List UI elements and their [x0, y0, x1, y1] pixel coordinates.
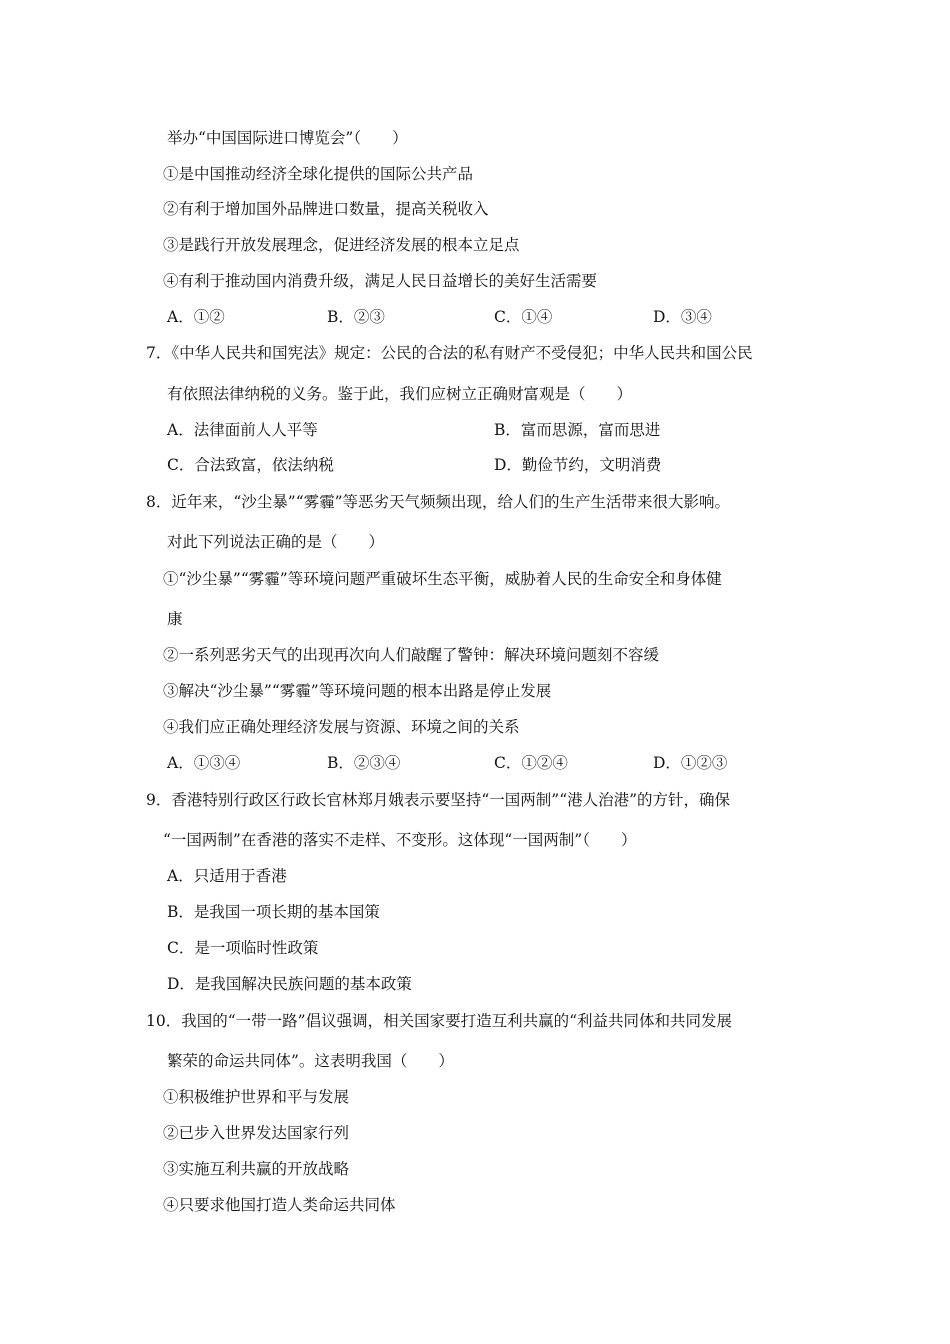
q7-stem-line-2: 有依照法律纳税的义务。鉴于此，我们应树立正确财富观是（ ） — [167, 385, 633, 403]
q9-option-b: B．是我国一项长期的基本国策 — [167, 903, 380, 921]
q6-item-4: ④有利于推动国内消费升级，满足人民日益增长的美好生活需要 — [163, 272, 598, 290]
q6-option-b: B．②③ — [327, 308, 385, 326]
q10-item-3: ③实施互利共赢的开放战略 — [163, 1160, 350, 1178]
q8-item-1-line-2: 康 — [167, 610, 183, 628]
q9-stem-line-2: “一国两制”在香港的落实不走样、不变形。这体现“一国两制”（ ） — [163, 831, 637, 849]
q8-stem-line-2: 对此下列说法正确的是（ ） — [167, 533, 385, 551]
q9-option-d: D．是我国解决民族问题的基本政策 — [167, 975, 412, 993]
q9-stem-line-1: 9．香港特别行政区行政长官林郑月娥表示要坚持“一国两制”“港人治港”的方针，确保 — [146, 791, 731, 809]
q7-option-b: B．富而思源，富而思进 — [494, 421, 661, 439]
q6-option-d: D．③④ — [653, 308, 712, 326]
q9-option-c: C．是一项临时性政策 — [167, 939, 319, 957]
q8-item-3: ③解决“沙尘暴”“雾霾”等环境问题的根本出路是停止发展 — [163, 682, 552, 700]
q7-stem-line-1: 7．《中华人民共和国宪法》规定：公民的合法的私有财产不受侵犯；中华人民共和国公民 — [146, 344, 753, 362]
q6-item-2: ②有利于增加国外品牌进口数量，提高关税收入 — [163, 200, 489, 218]
q7-option-a: A．法律面前人人平等 — [167, 421, 318, 439]
q7-option-c: C．合法致富，依法纳税 — [167, 456, 334, 474]
q8-stem-line-1: 8．近年来，“沙尘暴”“雾霾”等恶劣天气频频出现，给人们的生产生活带来很大影响。 — [146, 493, 731, 511]
q8-item-1-line-1: ①“沙尘暴”“雾霾”等环境问题严重破坏生态平衡，威胁着人民的生命安全和身体健 — [163, 570, 722, 588]
q6-item-3: ③是践行开放发展理念，促进经济发展的根本立足点 — [163, 236, 520, 254]
q7-option-d: D．勤俭节约，文明消费 — [494, 456, 662, 474]
q8-option-d: D．①②③ — [653, 754, 728, 772]
q8-option-b: B．②③④ — [327, 754, 401, 772]
q10-item-1: ①积极维护世界和平与发展 — [163, 1088, 350, 1106]
q8-option-a: A．①③④ — [167, 754, 241, 772]
q6-stem: 举办“中国国际进口博览会”（ ） — [167, 129, 408, 147]
q9-option-a: A．只适用于香港 — [167, 867, 287, 885]
q6-option-a: A．①② — [167, 308, 225, 326]
q10-item-4: ④只要求他国打造人类命运共同体 — [163, 1196, 396, 1214]
q8-option-c: C．①②④ — [494, 754, 568, 772]
q8-item-2: ②一系列恶劣天气的出现再次向人们敲醒了警钟：解决环境问题刻不容缓 — [163, 646, 660, 664]
q6-item-1: ①是中国推动经济全球化提供的国际公共产品 — [163, 165, 474, 183]
q6-option-c: C．①④ — [494, 308, 553, 326]
q10-stem-line-2: 繁荣的命运共同体”。这表明我国（ ） — [167, 1052, 454, 1070]
q10-item-2: ②已步入世界发达国家行列 — [163, 1124, 350, 1142]
q8-item-4: ④我们应正确处理经济发展与资源、环境之间的关系 — [163, 718, 520, 736]
q10-stem-line-1: 10．我国的“一带一路”倡议强调，相关国家要打造互利共赢的“利益共同体和共同发展 — [146, 1012, 732, 1030]
